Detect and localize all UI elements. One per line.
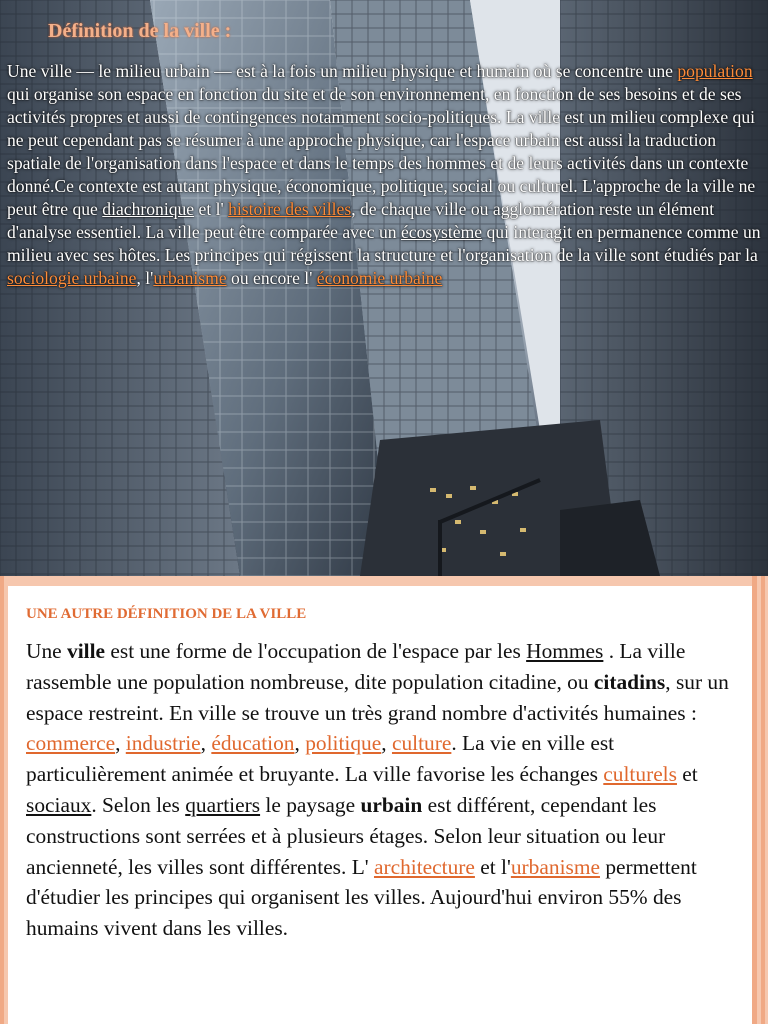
text-link[interactable]: éducation: [211, 731, 295, 756]
text-run: . Selon les: [91, 792, 186, 817]
text-link[interactable]: culturels: [603, 762, 677, 787]
text-link[interactable]: population: [677, 61, 753, 81]
text-run: , sur un espace restreint. En ville se trouve un très grand nombre d'activités humaines :: [26, 669, 729, 725]
text-run: qui organise son espace en fonction du site et de son environnement, en fonction de ses besoins et de ses activités propres et aussi de contingences notamment socio-politiques. La ville est un milieu complexe qui ne peut cependant pas se résumer à une approche physique, car l'espace urbain est aussi la traduction spatiale de l'organisation dans l'espace et dans le temps des hommes et de leurs activités dans un contexte donné.Ce contexte est autant physique, économique, politique, social ou culturel. L'approche de la ville ne peut être que: [7, 84, 756, 219]
bold-term: citadins: [593, 669, 666, 694]
text-run: le paysage: [260, 792, 361, 817]
text-link[interactable]: économie urbaine: [316, 268, 443, 288]
underlined-term: diachronique: [102, 199, 195, 219]
frame-stripe: [761, 576, 765, 1024]
text-run: . La vie en ville est particulièrement animée et bruyante. La ville favorise les échanges: [26, 731, 615, 787]
text-run: , de chaque ville ou agglomération reste un élément d'analyse essentiel. La ville peut être comparée avec un: [7, 199, 715, 242]
text-run: ,: [115, 731, 126, 756]
frame-stripe: [0, 576, 4, 1024]
text-run: Une ville — le milieu urbain — est à la fois un milieu physique et humain où se concentre une: [7, 61, 678, 81]
underlined-term: Hommes: [526, 639, 604, 663]
definition-section: [0, 576, 768, 1024]
section-paragraph: [26, 636, 736, 944]
text-link[interactable]: architecture: [373, 854, 475, 879]
text-run: et l': [474, 854, 511, 879]
hero-title: Définition de la ville :: [48, 20, 232, 42]
text-link[interactable]: sociologie urbaine: [7, 268, 137, 288]
text-link[interactable]: industrie: [125, 731, 201, 756]
text-run: ,: [381, 731, 392, 756]
text-run: , l': [136, 268, 154, 288]
text-run: qui interagit en permanence comme un milieu avec ses hôtes. Les principes qui régissent la structure et l'organisation de la ville sont étudiés par la: [7, 222, 761, 265]
underlined-term: quartiers: [185, 792, 261, 817]
underlined-term: écosystème: [400, 222, 483, 242]
text-run: . La ville rassemble une population nombreuse, dite population citadine, ou: [26, 639, 686, 694]
text-run: ,: [294, 731, 306, 756]
text-link[interactable]: commerce: [26, 731, 116, 756]
frame-stripe: [752, 576, 757, 1024]
bold-term: ville: [67, 639, 106, 663]
text-link[interactable]: urbanisme: [510, 854, 600, 879]
text-run: permettent d'étudier les principes qui organisent les villes. Aujourd'hui environ 55% des humains vivent dans les villes.: [26, 854, 697, 941]
text-link[interactable]: politique: [305, 731, 382, 756]
bold-term: urbain: [360, 792, 423, 817]
text-run: Une: [26, 639, 67, 663]
text-link[interactable]: culture: [391, 731, 452, 756]
text-run: et: [676, 762, 698, 787]
definition-card: [8, 586, 752, 1024]
section-title: UNE AUTRE DÉFINITION DE LA VILLE: [26, 606, 307, 622]
text-run: est une forme de l'occupation de l'espace par les: [105, 639, 527, 663]
text-run: est différent, cependant les constructions sont serrées et à plusieurs étages. Selon leur situation ou leur ancienneté, les villes sont différentes. L': [26, 792, 666, 879]
text-link[interactable]: histoire des villes: [228, 199, 352, 219]
hero-paragraph: [7, 60, 763, 290]
underlined-term: sociaux: [26, 792, 92, 817]
text-run: ,: [200, 731, 212, 756]
text-run: et l': [194, 199, 229, 219]
text-run: ou encore l': [226, 268, 317, 288]
text-link[interactable]: urbanisme: [153, 268, 227, 288]
